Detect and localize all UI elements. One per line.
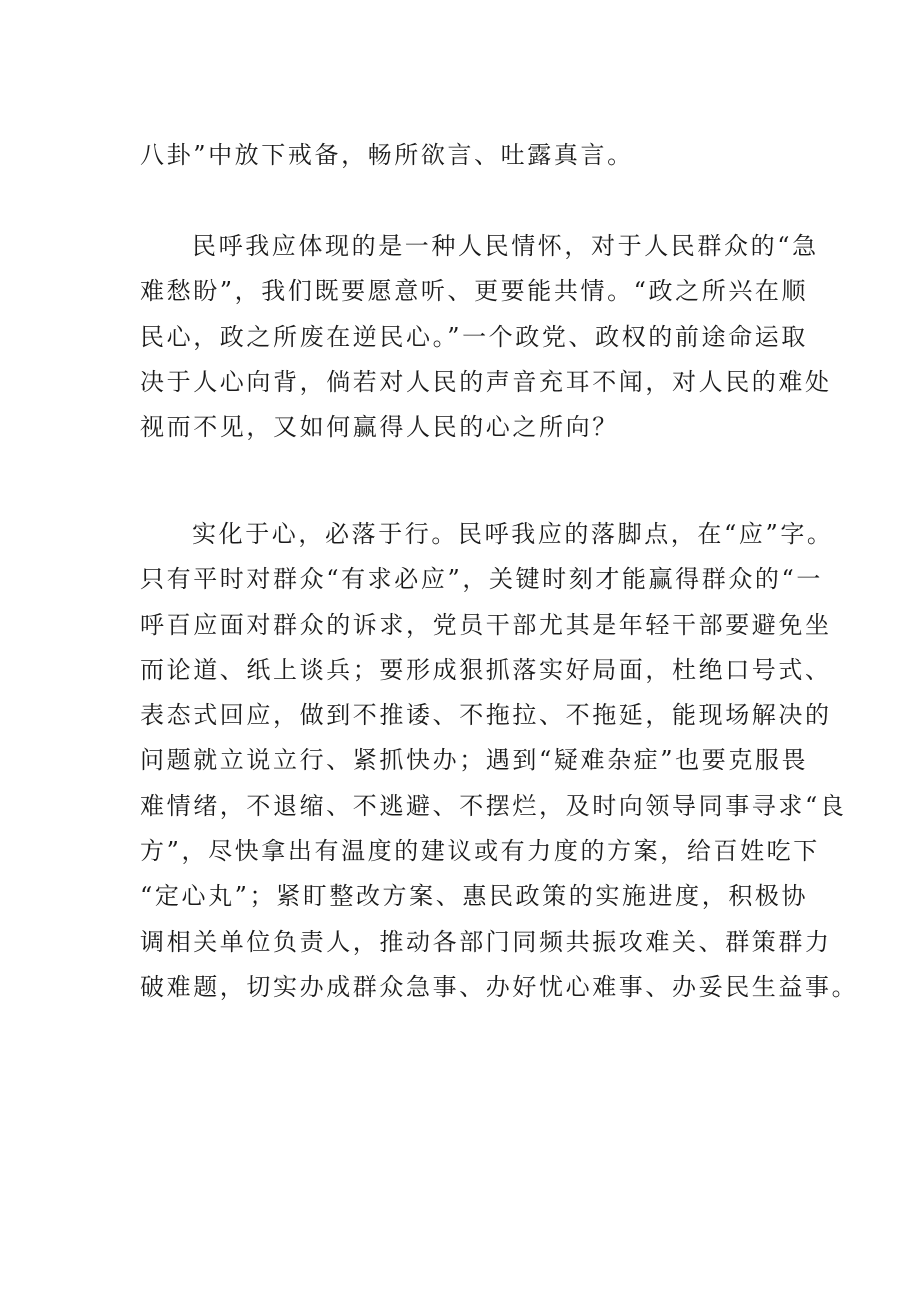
paragraph-people-sentiment <box>140 224 832 450</box>
paragraph-line: 表态式回应，做到不推诿、不拖拉、不拖延，能现场解决的 <box>140 701 832 730</box>
paragraph-continuation <box>140 133 820 178</box>
paragraph-line: 民心，政之所废在逆民心。”一个政党、政权的前途命运取 <box>140 322 808 351</box>
paragraph-line: 方”，尽快拿出有温度的建议或有力度的方案，给百姓吃下 <box>140 837 820 866</box>
paragraph-action <box>140 512 859 1010</box>
paragraph-line: 而论道、纸上谈兵；要形成狠抓落实好局面，杜绝口号式、 <box>140 655 832 684</box>
paragraph-line: 民呼我应体现的是一种人民情怀，对于人民群众的“急 <box>192 232 819 260</box>
paragraph-line: 决于人心向背，倘若对人民的声音充耳不闻，对人民的难处 <box>140 367 832 396</box>
paragraph-line: “定心丸”；紧盯整改方案、惠民政策的实施进度，积极协 <box>140 882 809 911</box>
paragraph-line: 破难题，切实办成群众急事、办好忧心难事、办妥民生益事。 <box>140 972 859 1001</box>
paragraph-line: 问题就立说立行、紧抓快办；遇到“疑难杂症”也要克服畏 <box>140 746 809 775</box>
paragraph-line: 难情绪，不退缩、不逃避、不摆烂，及时向领导同事寻求“良 <box>140 791 847 820</box>
paragraph-line: 只有平时对群众“有求必应”，关键时刻才能赢得群众的“一 <box>140 565 824 594</box>
paragraph-line: 难愁盼”，我们既要愿意听、更要能共情。“政之所兴在顺 <box>140 277 809 306</box>
paragraph-line: 调相关单位负责人，推动各部门同频共振攻难关、群策群力 <box>140 927 832 956</box>
paragraph-line: 八卦”中放下戒备，畅所欲言、吐露真言。 <box>140 141 634 169</box>
paragraph-line: 呼百应面对群众的诉求，党员干部尤其是年轻干部要避免坐 <box>140 610 832 639</box>
paragraph-line: 实化于心，必落于行。民呼我应的落脚点，在“应”字。 <box>192 520 834 548</box>
paragraph-line: 视而不见，又如何赢得人民的心之所向？ <box>140 413 619 442</box>
